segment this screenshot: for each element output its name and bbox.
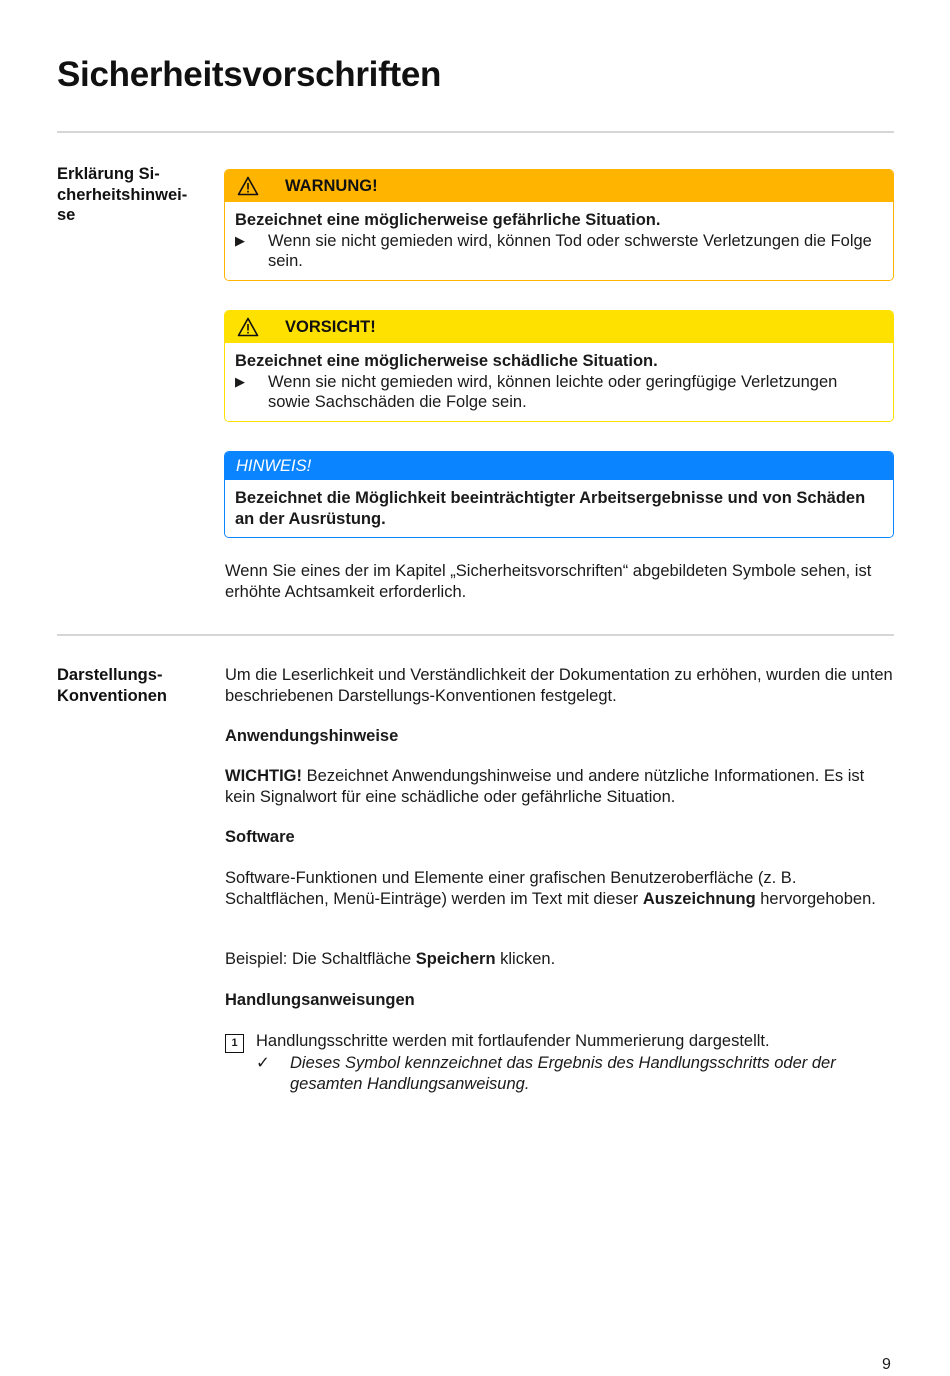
usage-paragraph bbox=[225, 766, 894, 807]
section-label-safety-notes bbox=[57, 164, 207, 226]
caution-box bbox=[224, 310, 894, 422]
software-text: Software-Funktionen und Elemente einer grafischen Benutzeroberfläche (z. B. Schaltflächen, Menü-Einträge) werden im Text mit dieser bbox=[225, 869, 797, 908]
result-item bbox=[256, 1053, 894, 1094]
signal-word: VORSICHT! bbox=[285, 317, 376, 336]
markup-example: Auszeichnung bbox=[642, 889, 756, 908]
page-number: 9 bbox=[882, 1356, 891, 1373]
software-paragraph bbox=[225, 868, 894, 909]
intro-text: Um die Leserlichkeit und Verständlichkeit der Dokumentation zu erhöhen, wurden die unten beschriebenen Darstellungs-Konventionen festgelegt. bbox=[225, 666, 893, 705]
signal-word: WARNUNG! bbox=[285, 176, 378, 195]
instructions-heading: Handlungsanweisungen bbox=[225, 991, 415, 1009]
software-text: hervorgehoben. bbox=[755, 889, 876, 908]
closing-text: Wenn Sie eines der im Kapitel „Sicherheitsvorschriften“ abgebildeten Symbole sehen, ist erhöhte Achtsamkeit erforderlich. bbox=[225, 562, 872, 601]
label-line: Konventionen bbox=[57, 686, 167, 705]
step-number-badge: 1 bbox=[225, 1034, 244, 1053]
result-text: Dieses Symbol kennzeichnet das Ergebnis des Handlungsschritts oder der gesamten Handlungsanweisung. bbox=[290, 1054, 836, 1093]
section-label-conventions bbox=[57, 665, 207, 706]
label-line: se bbox=[57, 206, 76, 224]
instruction-step bbox=[225, 1031, 894, 1094]
section-divider bbox=[57, 131, 894, 133]
bullet-triangle-icon: ▶ bbox=[235, 373, 245, 389]
label-line: cherheitshinwei- bbox=[57, 185, 188, 204]
warning-lead: Bezeichnet eine möglicherweise gefährliche Situation. bbox=[235, 211, 661, 229]
note-header bbox=[225, 452, 893, 480]
warning-triangle-icon bbox=[237, 317, 259, 337]
example-text: klicken. bbox=[495, 950, 556, 968]
caution-body bbox=[225, 343, 893, 421]
step-text: Handlungsschritte werden mit fortlaufender Nummerierung dargestellt. bbox=[256, 1032, 770, 1050]
section-divider bbox=[57, 634, 894, 636]
warning-consequence: Wenn sie nicht gemieden wird, können Tod oder schwerste Verletzungen die Folge sein. bbox=[268, 231, 872, 270]
bullet-triangle-icon: ▶ bbox=[235, 232, 245, 248]
note-body bbox=[225, 480, 893, 537]
caution-consequence: Wenn sie nicht gemieden wird, können leichte oder geringfügige Verletzungen sowie Sachschäden die Folge sein. bbox=[268, 372, 838, 411]
usage-heading: Anwendungshinweise bbox=[225, 727, 399, 745]
important-keyword: WICHTIG! bbox=[225, 767, 302, 785]
closing-paragraph bbox=[225, 561, 894, 602]
usage-text: Bezeichnet Anwendungshinweise und andere nützliche Informationen. Es ist kein Signalwort für eine schädliche oder gefährliche Situation. bbox=[225, 767, 865, 806]
warning-body bbox=[225, 202, 893, 280]
software-heading: Software bbox=[225, 828, 295, 846]
warning-box bbox=[224, 169, 894, 281]
save-button-reference: Speichern bbox=[415, 950, 496, 968]
label-line: Darstellungs- bbox=[57, 666, 163, 684]
note-lead: Bezeichnet die Möglichkeit beeinträchtigter Arbeitsergebnisse und von Schäden an der Ausrüstung. bbox=[235, 489, 866, 528]
label-line: Erklärung Si- bbox=[57, 165, 160, 183]
warning-header bbox=[225, 170, 893, 202]
page-title: Sicherheitsvorschriften bbox=[57, 55, 442, 94]
checkmark-icon: ✓ bbox=[256, 1054, 270, 1072]
caution-lead: Bezeichnet eine möglicherweise schädliche Situation. bbox=[235, 352, 658, 370]
example-paragraph bbox=[225, 949, 894, 970]
note-box bbox=[224, 451, 894, 538]
signal-word: HINWEIS! bbox=[236, 456, 312, 475]
caution-header bbox=[225, 311, 893, 343]
warning-triangle-icon bbox=[237, 176, 259, 196]
conventions-intro bbox=[225, 665, 894, 706]
example-text: Beispiel: Die Schaltfläche bbox=[225, 950, 416, 968]
